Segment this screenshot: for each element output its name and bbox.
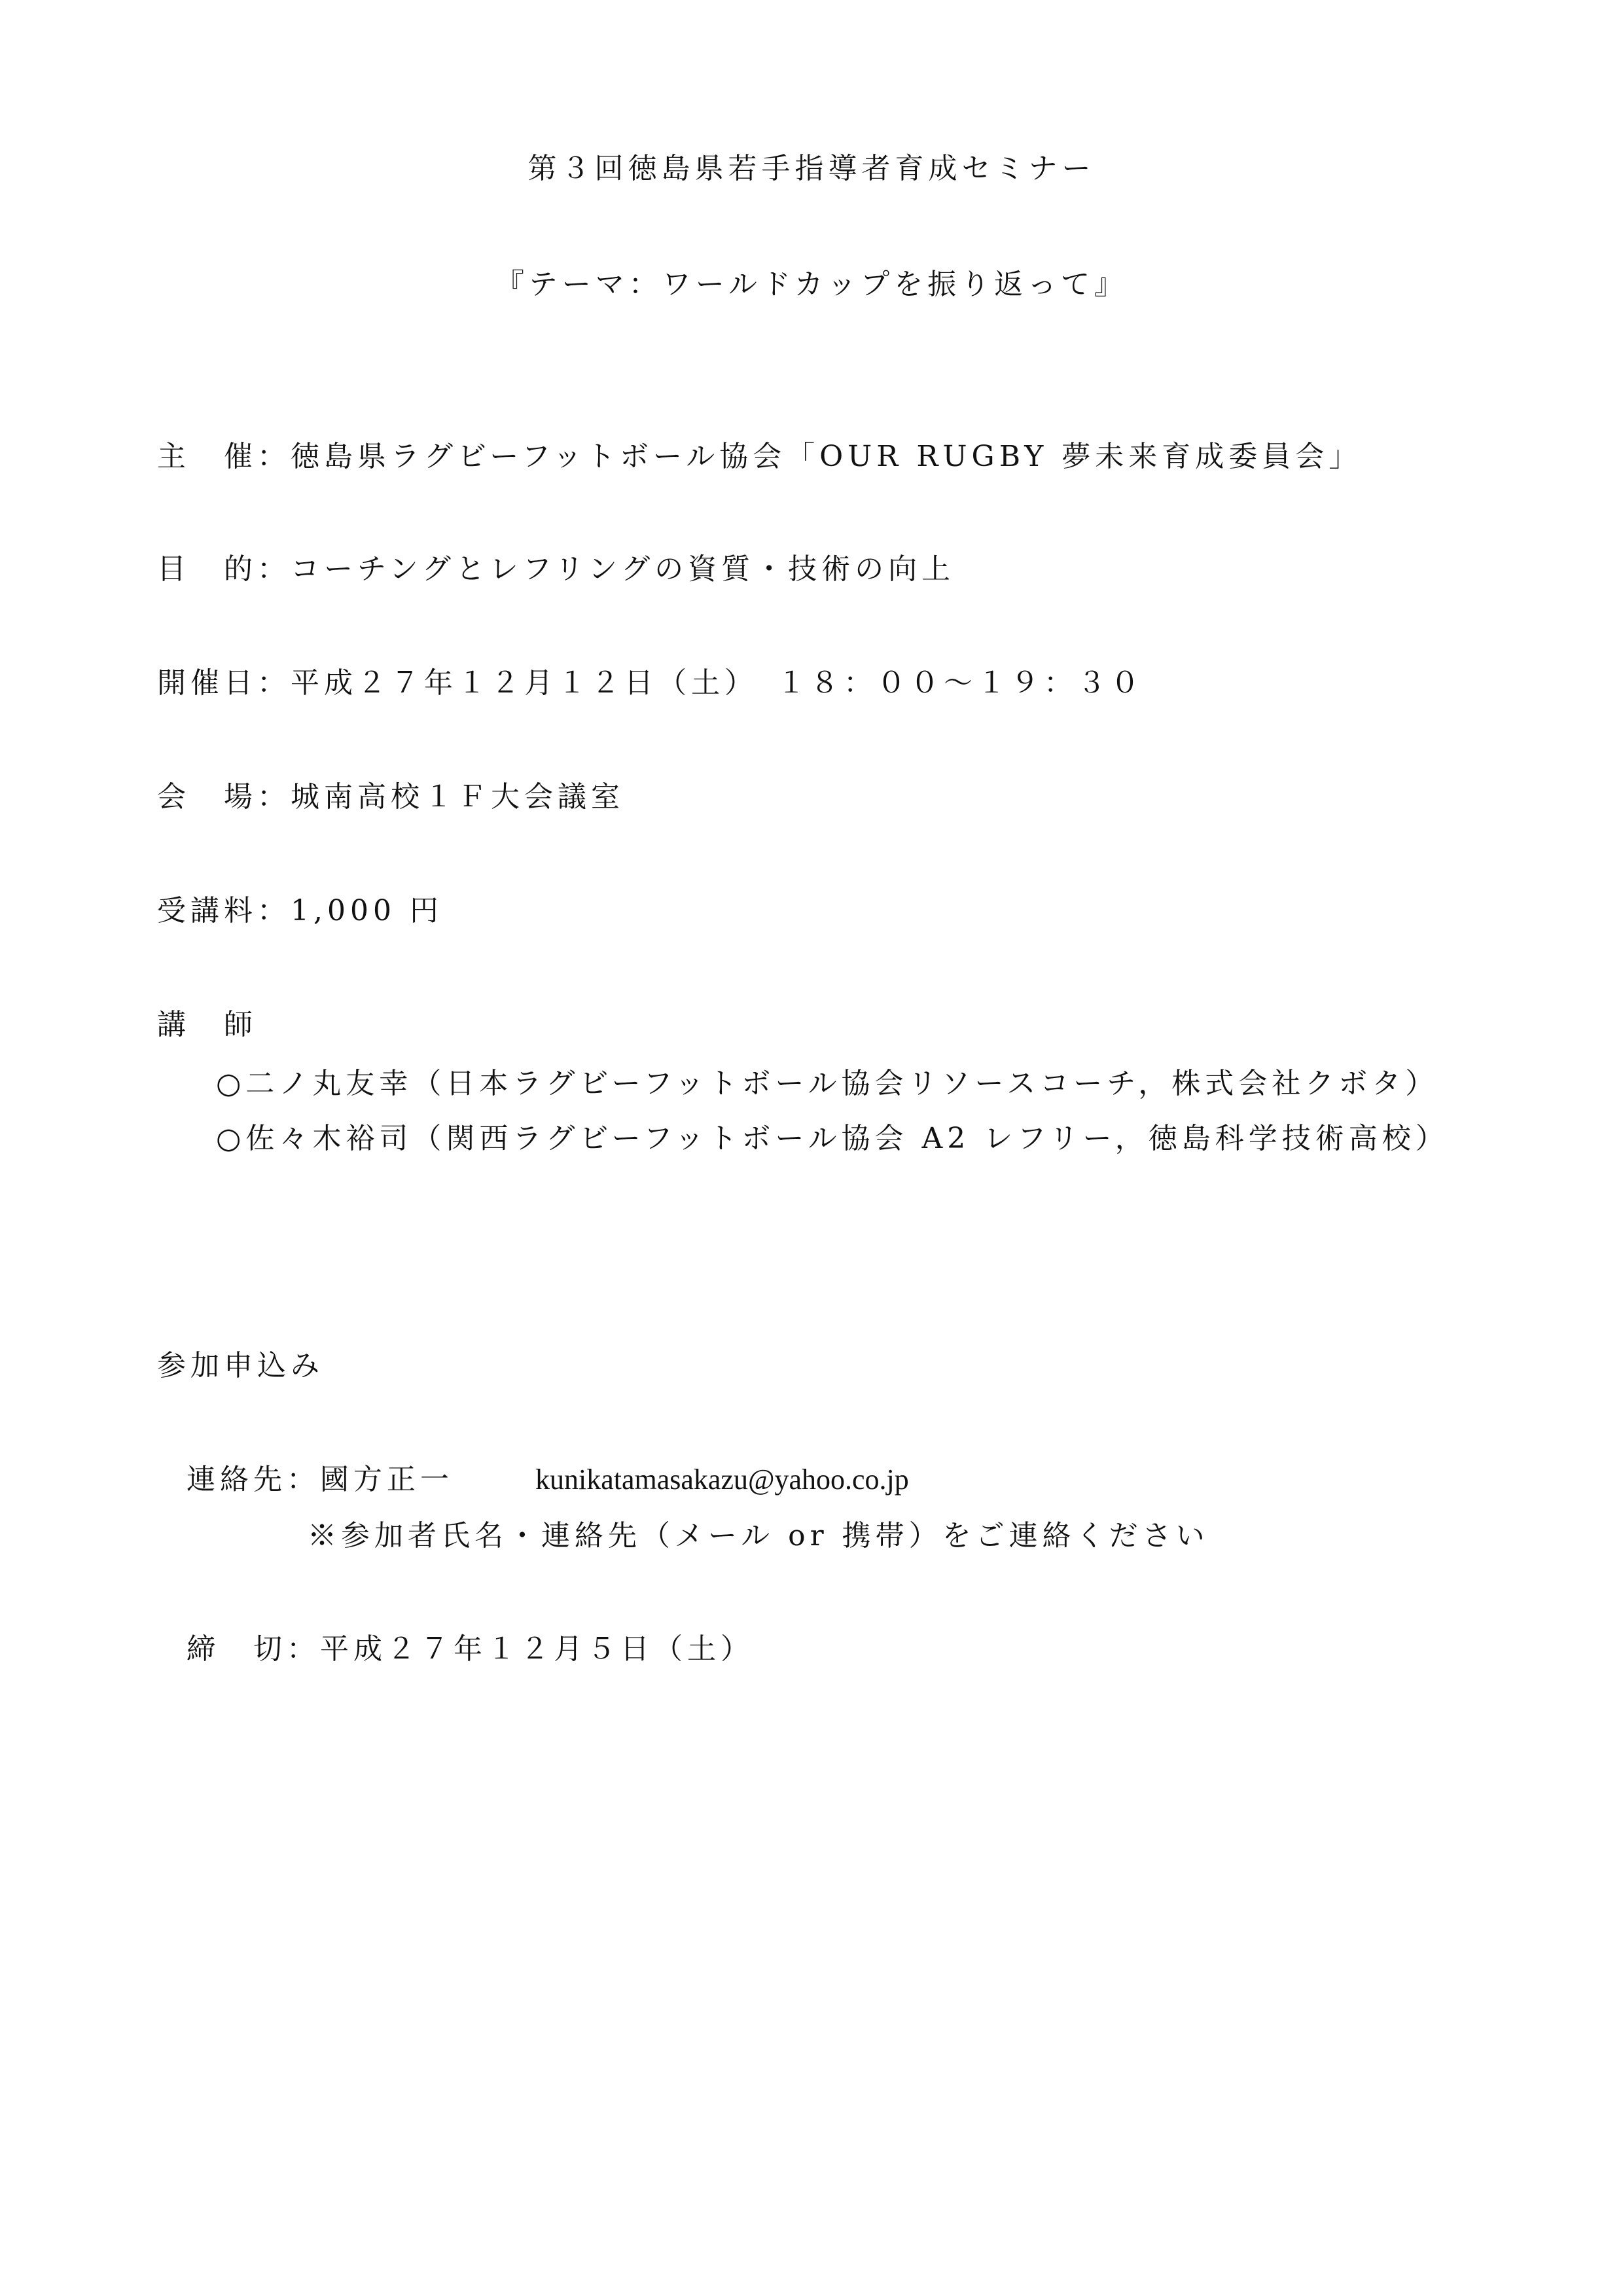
contact-row [187, 1460, 454, 1499]
seminar-theme: 『テーマ：ワールドカップを振り返って』 [495, 268, 1128, 301]
contact-label: 連絡先： [187, 1463, 320, 1496]
venue-value: 城南高校１Ｆ大会議室 [291, 780, 624, 814]
application-heading: 参加申込み [157, 1349, 324, 1382]
date-row [157, 664, 1144, 703]
lecturers-label: 講 師 [157, 1008, 257, 1041]
lecturer-item: ○佐々木裕司（関西ラグビーフットボール協会 A2 レフリー，徳島科学技術高校） [216, 1122, 1449, 1155]
fee-row [157, 891, 443, 931]
fee-value: 1,000 円 [291, 894, 443, 927]
date-value: 平成２７年１２月１２日（土） １８：００～１９：３０ [291, 666, 1144, 700]
purpose-row [157, 550, 955, 589]
purpose-value: コーチングとレフリングの資質・技術の向上 [291, 552, 955, 586]
deadline-value: 平成２７年１２月５日（土） [320, 1632, 754, 1666]
date-label: 開催日： [157, 666, 291, 700]
seminar-title: 第３回徳島県若手指導者育成セミナー [527, 152, 1096, 185]
deadline-label: 締 切： [187, 1632, 320, 1666]
deadline-row [187, 1630, 754, 1669]
venue-label: 会 場： [157, 780, 291, 814]
contact-email: kunikatamasakazu@yahoo.co.jp [535, 1463, 909, 1496]
organizer-label: 主 催： [157, 440, 291, 473]
organizer-value: 徳島県ラグビーフットボール協会「OUR RUGBY 夢未来育成委員会」 [291, 440, 1363, 473]
organizer-row [157, 437, 1362, 476]
lecturer-item: ○二ノ丸友幸（日本ラグビーフットボール協会リソースコーチ，株式会社クボタ） [216, 1067, 1439, 1100]
application-note: ※参加者氏名・連絡先（メール or 携帯）をご連絡ください [308, 1519, 1209, 1552]
fee-label: 受講料： [157, 894, 291, 927]
purpose-label: 目 的： [157, 552, 291, 586]
venue-row [157, 778, 624, 817]
contact-name: 國方正一 [320, 1463, 454, 1496]
